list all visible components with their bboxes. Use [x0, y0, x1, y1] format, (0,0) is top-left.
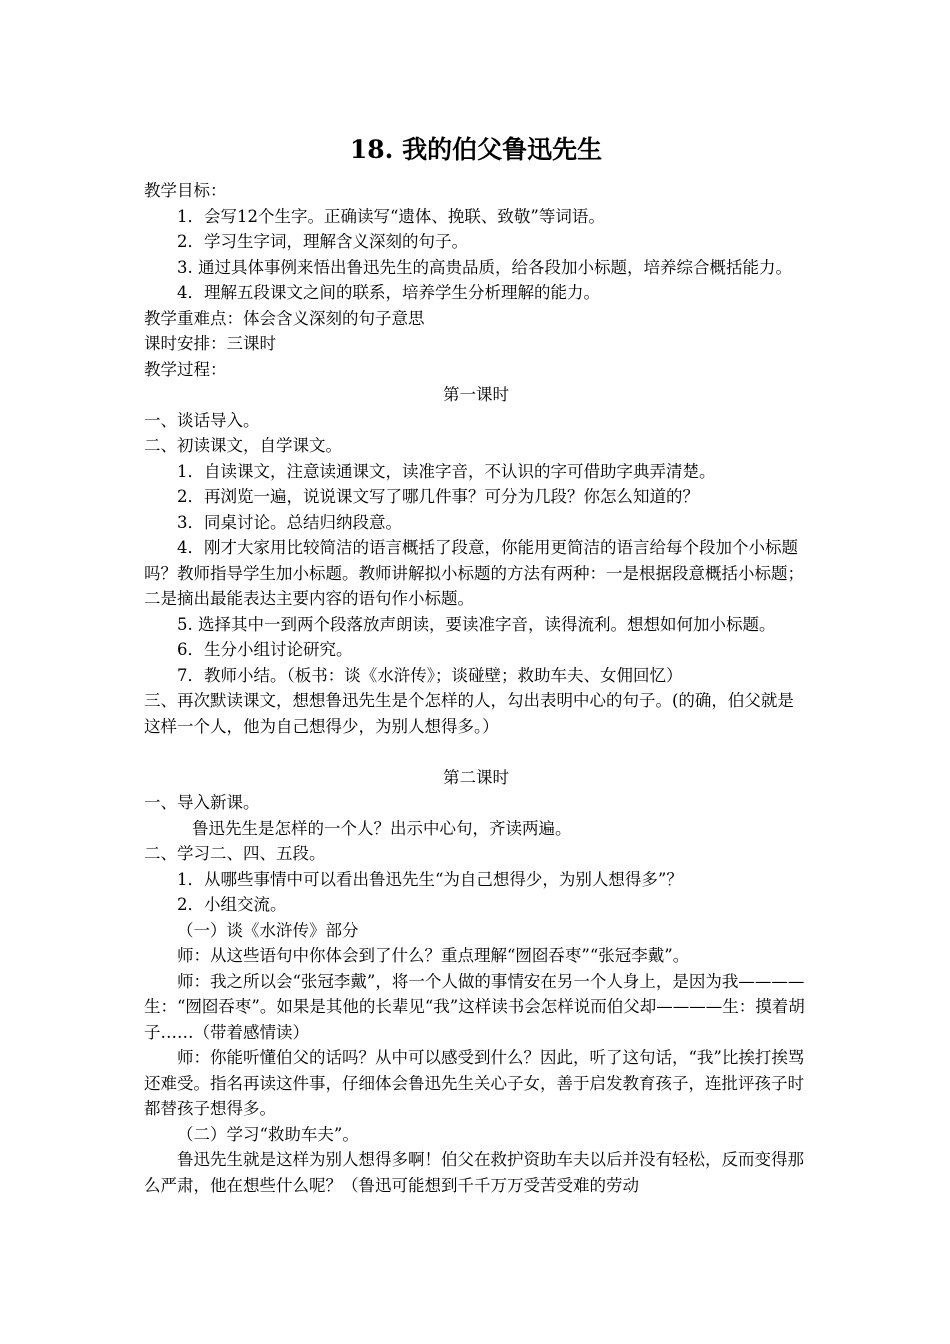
body-paragraph: 鲁迅先生就是这样为别人想得多啊！伯父在救护资助车夫以后并没有轻松，反而变得那么严肃，他在想些什么呢？（鲁迅可能想到千千万万受苦受难的劳动	[144, 1150, 804, 1195]
step-heading: 一、导入新课。	[144, 793, 260, 812]
objective-item: 2．学习生字词，理解含义深刻的句子。	[177, 232, 468, 251]
teacher-line: 师：你能听懂伯父的话吗？从中可以感受到什么？因此，听了这句话，“我”比挨打挨骂还难受。指名再读这件事，仔细体会鲁迅先生关心子女，善于启发教育孩子，连批评孩子时都替孩子想得多。	[144, 1048, 805, 1118]
objective-item: 1．会写12个生字。正确读写“遗体、挽联、致敬”等词语。	[177, 206, 605, 226]
step-item: 2．小组交流。	[177, 895, 287, 914]
objective-item: 4．理解五段课文之间的联系，培养学生分析理解的能力。	[177, 283, 600, 302]
step-heading: 一、谈话导入。	[144, 410, 260, 430]
lesson-heading-first: 第一课时	[443, 385, 509, 404]
step-text: 鲁迅先生是怎样的一个人？出示中心句，齐读两遍。	[192, 818, 572, 838]
lesson-schedule: 课时安排：三课时	[144, 334, 276, 353]
step-heading: 二、学习二、四、五段。	[144, 844, 326, 863]
sub-section-heading: （二）学习“救助车夫”。	[177, 1124, 359, 1144]
sub-section-heading: （一）谈《水浒传》部分	[177, 920, 359, 940]
teacher-line: 师：从这些语句中你体会到了什么？重点理解“囫囵吞枣”“张冠李戴”。	[177, 946, 690, 965]
step-item: 3．同桌讨论。总结归纳段意。	[177, 512, 402, 532]
step-item: 6．生分小组讨论研究。	[177, 640, 353, 659]
step-item: 1．自读课文，注意读通课文，读准字音，不认识的字可借助字典弄清楚。	[177, 461, 716, 481]
step-item: 1．从哪些事情中可以看出鲁迅先生“为自己想得少，为别人想得多”？	[177, 869, 683, 889]
step-item: 4．刚才大家用比较简洁的语言概括了段意，你能用更简洁的语言给每个段加个小标题吗？教师指导学生加小标题。教师讲解拟小标题的方法有两种：一是根据段意概括小标题；二是摘出最能表达主要内容的语句作小标题。	[144, 538, 804, 608]
document-body	[144, 128, 808, 1198]
step-heading: 二、初读课文，自学课文。	[144, 436, 342, 455]
step-heading: 三、再次默读课文，想想鲁迅先生是个怎样的人，勾出表明中心的句子。(的确，伯父就是这样一个人，他为自己想得少，为别人想得多。）	[144, 691, 794, 736]
objective-item: 3. 通过具体事例来悟出鲁迅先生的高贵品质，给各段加小标题，培养综合概括能力。	[177, 257, 792, 277]
step-item: 7．教师小结。（板书：谈《水浒传》；谈碰壁；救助车夫、女佣回忆）	[177, 665, 683, 685]
section-heading-process: 教学过程：	[144, 359, 227, 379]
document-title: 18. 我的伯父鲁迅先生	[349, 135, 603, 164]
section-heading-objectives: 教学目标：	[144, 181, 227, 200]
blank-line	[144, 739, 808, 765]
key-difficulty: 教学重难点：体会含义深刻的句子意思	[144, 308, 425, 328]
step-item: 2．再浏览一遍，说说课文写了哪几件事？可分为几段？你怎么知道的？	[177, 487, 699, 506]
step-item: 5. 选择其中一到两个段落放声朗读，要读准字音，读得流利。想想如何加小标题。	[177, 614, 776, 634]
teacher-line: 师：我之所以会“张冠李戴”，将一个人做的事情安在另一个人身上，是因为我————生：“囫囵吞枣”。如果是其他的长辈见“我”这样读书会怎样说而伯父却————生：摸着胡子……（带着感情读）	[144, 971, 805, 1042]
lesson-heading-second: 第二课时	[443, 767, 509, 787]
